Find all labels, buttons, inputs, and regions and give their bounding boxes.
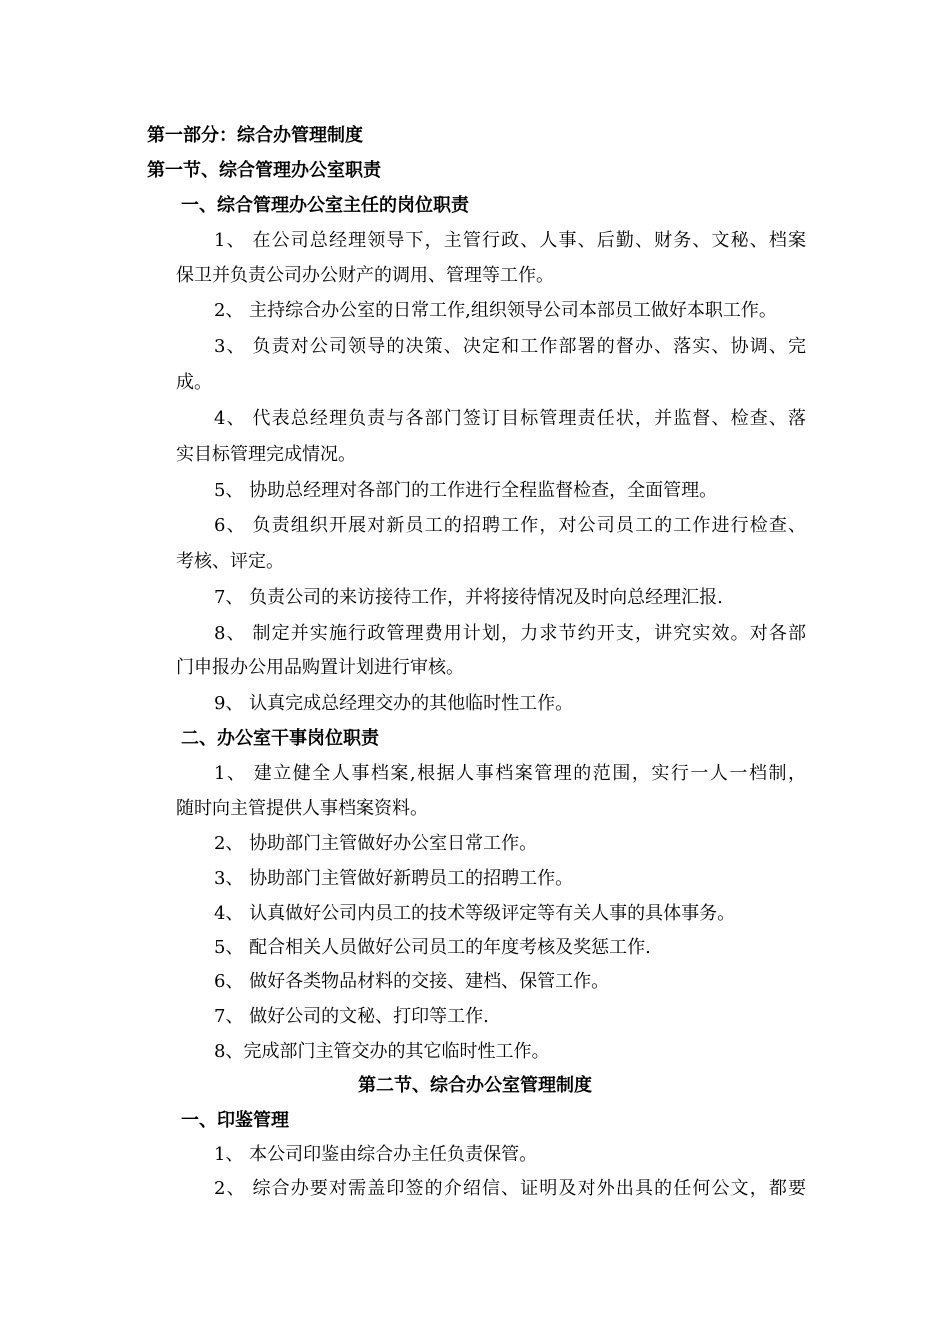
list-item-continuation: 保卫并负责公司办公财产的调用、管理等工作。 [176,265,554,286]
list-item: 2、 综合办要对需盖印签的介绍信、证明及对外出具的任何公文，都要 [214,1178,806,1199]
list-item-continuation: 成。 [176,372,212,393]
list-item-continuation: 实目标管理完成情况。 [176,444,356,465]
section-title: 第一节、综合管理办公室职责 [147,160,381,181]
list-item: 1、 本公司印鉴由综合办主任负责保管。 [214,1144,538,1165]
list-item: 6、 负责组织开展对新员工的招聘工作，对公司员工的工作进行检查、 [214,515,806,536]
list-item: 1、 在公司总经理领导下，主管行政、人事、后勤、财务、文秘、档案 [214,230,806,251]
list-item-continuation: 考核、评定。 [176,551,284,572]
list-item: 2、 协助部门主管做好办公室日常工作。 [214,833,538,854]
list-item-continuation: 门申报办公用品购置计划进行审核。 [176,657,464,678]
list-item-continuation: 随时向主管提供人事档案资料。 [176,798,428,819]
list-item: 2、 主持综合办公室的日常工作,组织领导公司本部员工做好本职工作。 [214,300,777,321]
subsection-heading: 二、办公室干事岗位职责 [181,728,379,749]
list-item: 3、 协助部门主管做好新聘员工的招聘工作。 [214,868,574,889]
list-item: 3、 负责对公司领导的决策、决定和工作部署的督办、落实、协调、完 [214,336,806,357]
list-item: 7、 负责公司的来访接待工作，并将接待情况及时向总经理汇报. [214,587,723,608]
section-title: 第二节、综合办公室管理制度 [358,1075,592,1096]
list-item: 9、 认真完成总经理交办的其他临时性工作。 [214,693,574,714]
list-item: 6、 做好各类物品材料的交接、建档、保管工作。 [214,971,610,992]
list-item: 7、 做好公司的文秘、打印等工作. [214,1006,489,1027]
list-item: 4、 代表总经理负责与各部门签订目标管理责任状，并监督、检查、落 [214,408,806,429]
list-item: 5、 协助总经理对各部门的工作进行全程监督检查，全面管理。 [214,480,718,501]
list-item: 5、 配合相关人员做好公司员工的年度考核及奖惩工作. [214,937,651,958]
part-title: 第一部分：综合办管理制度 [147,125,363,146]
list-item: 1、 建立健全人事档案,根据人事档案管理的范围，实行一人一档制， [214,763,806,784]
list-item: 8、 制定并实施行政管理费用计划，力求节约开支，讲究实效。对各部 [214,623,806,644]
list-item: 4、 认真做好公司内员工的技术等级评定等有关人事的具体事务。 [214,903,736,924]
subsection-heading: 一、印鉴管理 [181,1110,289,1131]
subsection-heading: 一、综合管理办公室主任的岗位职责 [181,195,469,216]
list-item: 8、完成部门主管交办的其它临时性工作。 [214,1041,550,1062]
